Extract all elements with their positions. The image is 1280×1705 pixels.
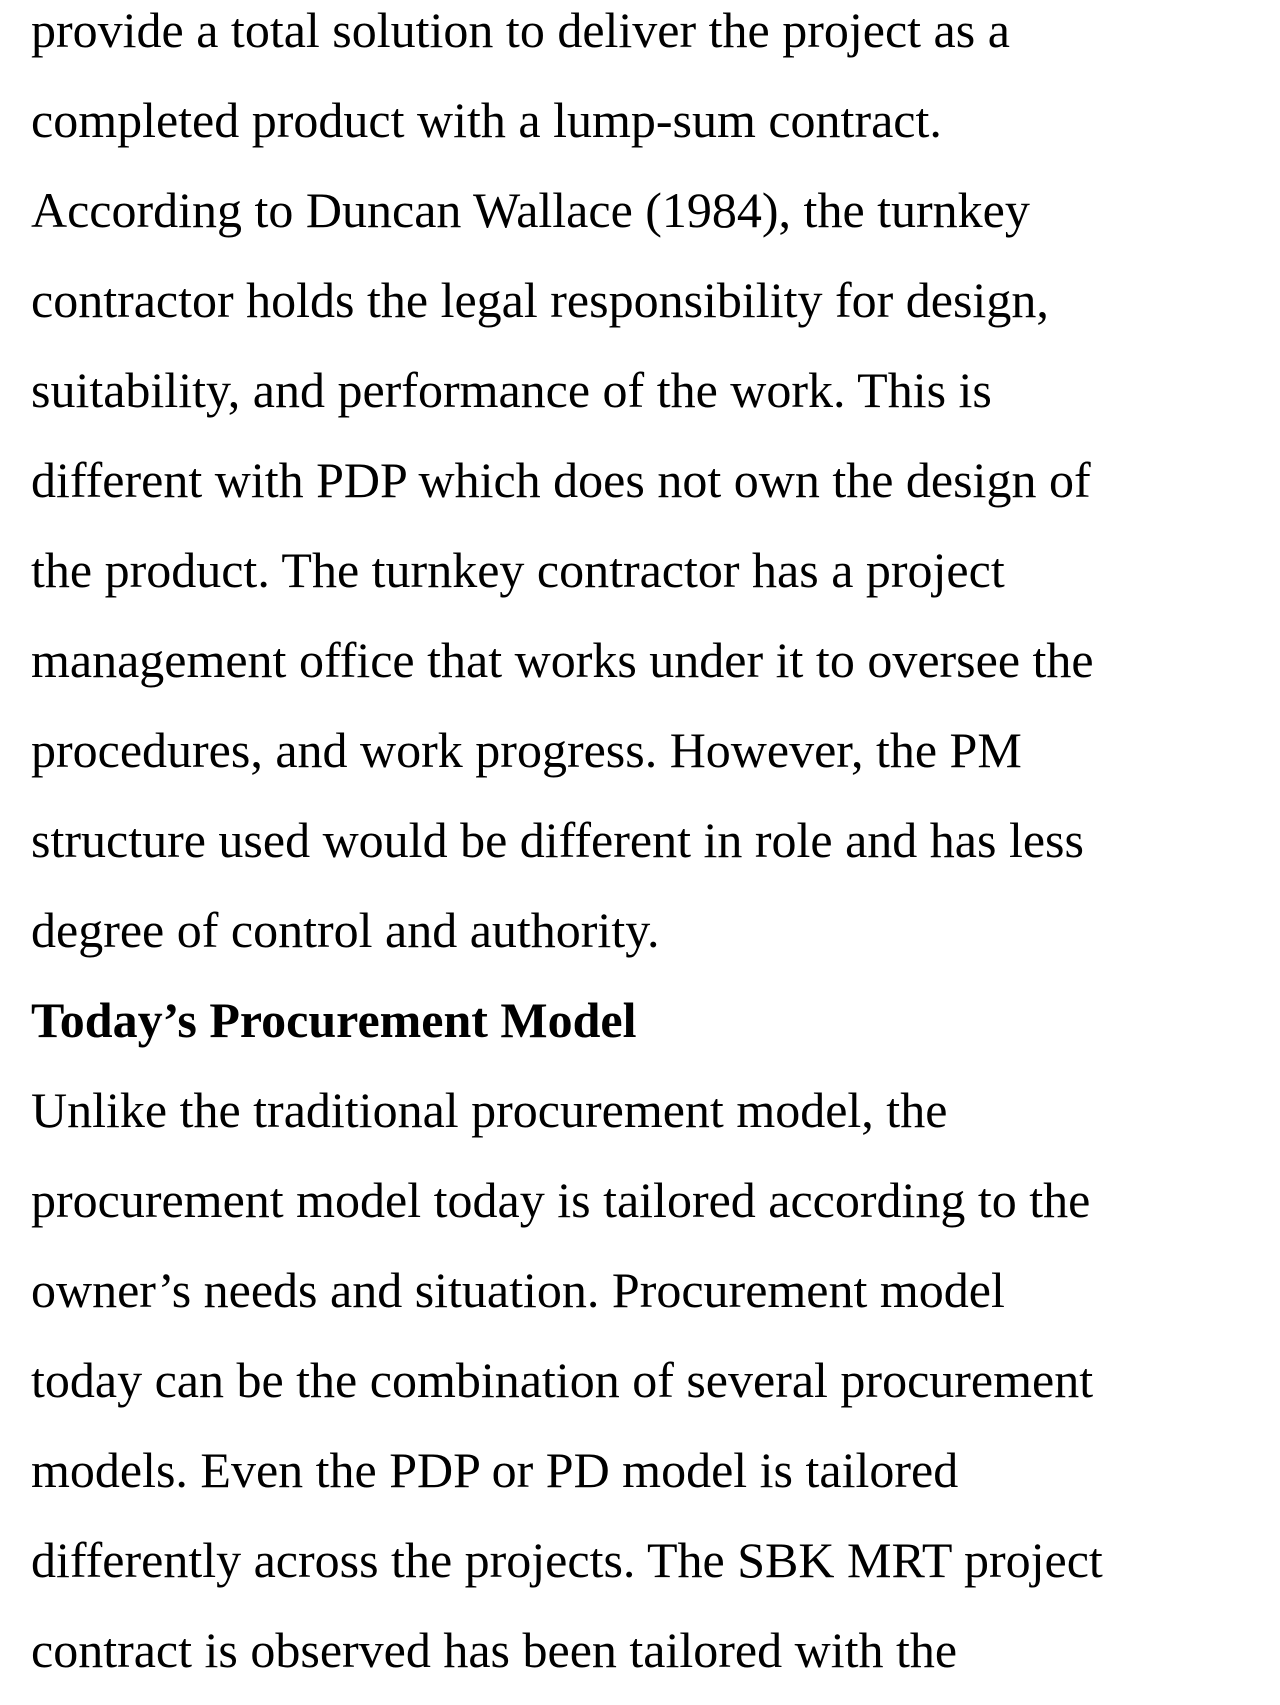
section-heading: Today’s Procurement Model <box>31 992 637 1048</box>
paragraph-2-line-4: today can be the combination of several procurement <box>31 1352 1094 1408</box>
paragraph-2-line-5: models. Even the PDP or PD model is tailored <box>31 1442 959 1498</box>
paragraph-1-line-11: degree of control and authority. <box>31 902 660 958</box>
paragraph-1-line-5: suitability, and performance of the work. This is <box>31 362 992 418</box>
paragraph-1-line-8: management office that works under it to oversee the <box>31 632 1094 688</box>
paragraph-1-line-9: procedures, and work progress. However, the PM <box>31 722 1022 778</box>
paragraph-1-line-7: the product. The turnkey contractor has a project <box>31 542 1005 598</box>
paragraph-2-line-3: owner’s needs and situation. Procurement model <box>31 1262 1005 1318</box>
paragraph-2-line-7: contract is observed has been tailored with the <box>31 1622 958 1678</box>
paragraph-1-line-2: completed product with a lump-sum contract. <box>31 92 942 148</box>
paragraph-1-line-3: According to Duncan Wallace (1984), the turnkey <box>31 182 1030 238</box>
paragraph-1-line-6: different with PDP which does not own the design of <box>31 452 1091 508</box>
paragraph-1-line-10: structure used would be different in role and has less <box>31 812 1084 868</box>
paragraph-2-line-2: procurement model today is tailored according to the <box>31 1172 1091 1228</box>
paragraph-1-line-4: contractor holds the legal responsibility for design, <box>31 272 1049 328</box>
paragraph-2-line-1: Unlike the traditional procurement model, the <box>31 1082 948 1138</box>
paragraph-2-line-6: differently across the projects. The SBK MRT project <box>31 1532 1103 1588</box>
paragraph-1-line-1: provide a total solution to deliver the project as a <box>31 2 1010 58</box>
